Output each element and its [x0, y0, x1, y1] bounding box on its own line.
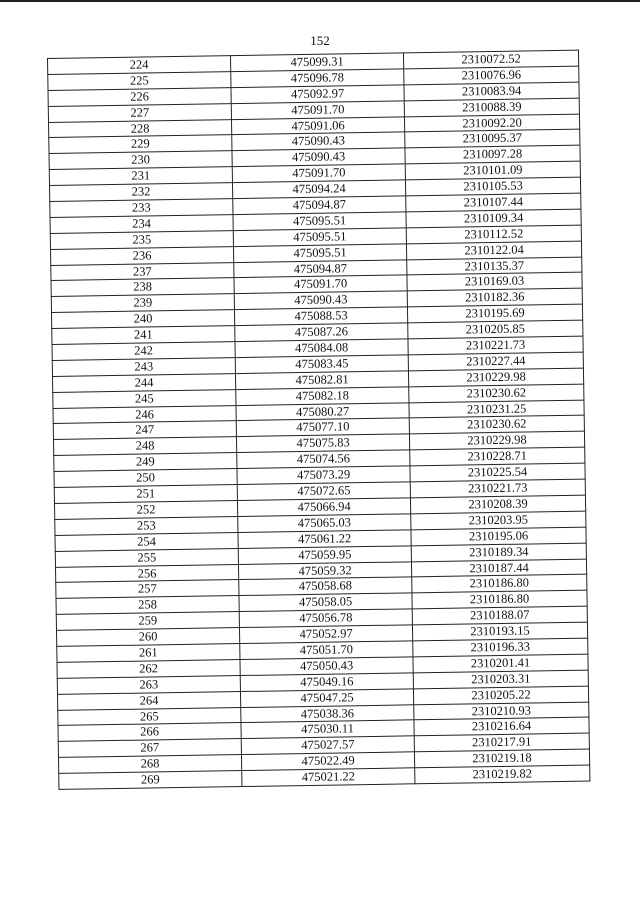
- x-coordinate-cell: 475052.97: [239, 625, 412, 644]
- x-coordinate-cell: 475066.94: [237, 498, 410, 517]
- point-number-cell: 251: [54, 485, 237, 504]
- x-coordinate-cell: 475077.10: [236, 418, 409, 437]
- point-number-cell: 235: [50, 230, 233, 249]
- y-coordinate-cell: 2310216.64: [414, 717, 589, 736]
- point-number-cell: 232: [50, 183, 233, 202]
- point-number-cell: 264: [57, 691, 240, 710]
- y-coordinate-cell: 2310195.69: [407, 304, 582, 323]
- point-number-cell: 254: [55, 532, 238, 551]
- y-coordinate-cell: 2310201.41: [413, 654, 588, 673]
- point-number-cell: 243: [52, 358, 235, 377]
- y-coordinate-cell: 2310195.06: [411, 527, 586, 546]
- x-coordinate-cell: 475091.70: [231, 101, 404, 120]
- y-coordinate-cell: 2310122.04: [406, 241, 581, 260]
- y-coordinate-cell: 2310109.34: [406, 209, 581, 228]
- point-number-cell: 258: [56, 596, 239, 615]
- point-number-cell: 239: [51, 294, 234, 313]
- y-coordinate-cell: 2310188.07: [412, 606, 587, 625]
- point-number-cell: 267: [58, 739, 241, 758]
- point-number-cell: 265: [58, 707, 241, 726]
- y-coordinate-cell: 2310088.39: [404, 98, 579, 117]
- y-coordinate-cell: 2310230.62: [409, 416, 584, 435]
- point-number-cell: 248: [53, 437, 236, 456]
- x-coordinate-cell: 475074.56: [237, 450, 410, 469]
- x-coordinate-cell: 475090.43: [232, 132, 405, 151]
- x-coordinate-cell: 475091.70: [234, 275, 407, 294]
- point-number-cell: 237: [51, 262, 234, 281]
- point-number-cell: 262: [57, 659, 240, 678]
- point-number-cell: 240: [52, 310, 235, 329]
- y-coordinate-cell: 2310228.71: [410, 447, 585, 466]
- point-number-cell: 255: [55, 548, 238, 567]
- x-coordinate-cell: 475082.81: [235, 371, 408, 390]
- x-coordinate-cell: 475090.43: [232, 148, 405, 167]
- y-coordinate-cell: 2310083.94: [404, 82, 579, 101]
- point-number-cell: 244: [52, 373, 235, 392]
- x-coordinate-cell: 475072.65: [237, 482, 410, 501]
- point-number-cell: 268: [58, 755, 241, 774]
- y-coordinate-cell: 2310203.95: [411, 511, 586, 530]
- y-coordinate-cell: 2310112.52: [406, 225, 581, 244]
- point-number-cell: 266: [58, 723, 241, 742]
- y-coordinate-cell: 2310107.44: [406, 193, 581, 212]
- y-coordinate-cell: 2310097.28: [405, 145, 580, 164]
- point-number-cell: 250: [54, 469, 237, 488]
- x-coordinate-cell: 475075.83: [236, 434, 409, 453]
- x-coordinate-cell: 475059.32: [238, 561, 411, 580]
- y-coordinate-cell: 2310193.15: [412, 622, 587, 641]
- x-coordinate-cell: 475073.29: [237, 466, 410, 485]
- point-number-cell: 231: [49, 167, 232, 186]
- point-number-cell: 257: [56, 580, 239, 599]
- point-number-cell: 256: [55, 564, 238, 583]
- y-coordinate-cell: 2310203.31: [413, 670, 588, 689]
- x-coordinate-cell: 475095.51: [233, 212, 406, 231]
- point-number-cell: 228: [49, 119, 232, 138]
- y-coordinate-cell: 2310219.82: [415, 765, 590, 784]
- x-coordinate-cell: 475090.43: [234, 291, 407, 310]
- coordinates-table: [47, 50, 590, 790]
- x-coordinate-cell: 475087.26: [235, 323, 408, 342]
- y-coordinate-cell: 2310227.44: [408, 352, 583, 371]
- x-coordinate-cell: 475049.16: [240, 673, 413, 692]
- y-coordinate-cell: 2310217.91: [414, 733, 589, 752]
- y-coordinate-cell: 2310072.52: [403, 50, 578, 69]
- y-coordinate-cell: 2310101.09: [405, 161, 580, 180]
- x-coordinate-cell: 475058.68: [239, 577, 412, 596]
- x-coordinate-cell: 475058.05: [239, 593, 412, 612]
- x-coordinate-cell: 475059.95: [238, 545, 411, 564]
- x-coordinate-cell: 475094.24: [232, 180, 405, 199]
- y-coordinate-cell: 2310169.03: [407, 273, 582, 292]
- y-coordinate-cell: 2310210.93: [414, 702, 589, 721]
- x-coordinate-cell: 475051.70: [240, 641, 413, 660]
- x-coordinate-cell: 475092.97: [231, 85, 404, 104]
- point-number-cell: 249: [54, 453, 237, 472]
- point-number-cell: 238: [51, 278, 234, 297]
- x-coordinate-cell: 475084.08: [235, 339, 408, 358]
- y-coordinate-cell: 2310186.80: [412, 590, 587, 609]
- y-coordinate-cell: 2310186.80: [412, 574, 587, 593]
- x-coordinate-cell: 475061.22: [238, 530, 411, 549]
- x-coordinate-cell: 475094.87: [234, 259, 407, 278]
- x-coordinate-cell: 475094.87: [233, 196, 406, 215]
- y-coordinate-cell: 2310105.53: [405, 177, 580, 196]
- point-number-cell: 247: [53, 421, 236, 440]
- x-coordinate-cell: 475022.49: [241, 752, 414, 771]
- top-border-line: [0, 0, 640, 2]
- x-coordinate-cell: 475047.25: [240, 688, 413, 707]
- y-coordinate-cell: 2310229.98: [408, 368, 583, 387]
- y-coordinate-cell: 2310225.54: [410, 463, 585, 482]
- x-coordinate-cell: 475099.31: [230, 53, 403, 72]
- point-number-cell: 252: [54, 501, 237, 520]
- point-number-cell: 245: [53, 389, 236, 408]
- y-coordinate-cell: 2310229.98: [409, 431, 584, 450]
- point-number-cell: 229: [49, 135, 232, 154]
- x-coordinate-cell: 475038.36: [241, 704, 414, 723]
- y-coordinate-cell: 2310135.37: [407, 257, 582, 276]
- x-coordinate-cell: 475027.57: [241, 736, 414, 755]
- x-coordinate-cell: 475091.70: [232, 164, 405, 183]
- x-coordinate-cell: 475095.51: [233, 244, 406, 263]
- y-coordinate-cell: 2310221.73: [410, 479, 585, 498]
- x-coordinate-cell: 475091.06: [231, 116, 404, 135]
- x-coordinate-cell: 475095.51: [233, 228, 406, 247]
- x-coordinate-cell: 475082.18: [236, 387, 409, 406]
- y-coordinate-cell: 2310095.37: [405, 130, 580, 149]
- y-coordinate-cell: 2310219.18: [414, 749, 589, 768]
- y-coordinate-cell: 2310182.36: [407, 288, 582, 307]
- point-number-cell: 263: [57, 675, 240, 694]
- y-coordinate-cell: 2310189.34: [411, 543, 586, 562]
- point-number-cell: 253: [55, 516, 238, 535]
- point-number-cell: 225: [48, 72, 231, 91]
- x-coordinate-cell: 475096.78: [231, 69, 404, 88]
- x-coordinate-cell: 475080.27: [236, 402, 409, 421]
- y-coordinate-cell: 2310076.96: [404, 66, 579, 85]
- point-number-cell: 269: [59, 771, 242, 790]
- x-coordinate-cell: 475083.45: [235, 355, 408, 374]
- point-number-cell: 242: [52, 342, 235, 361]
- page-number: 152: [310, 33, 330, 48]
- y-coordinate-cell: 2310221.73: [408, 336, 583, 355]
- point-number-cell: 261: [57, 643, 240, 662]
- x-coordinate-cell: 475088.53: [234, 307, 407, 326]
- x-coordinate-cell: 475050.43: [240, 657, 413, 676]
- y-coordinate-cell: 2310187.44: [411, 559, 586, 578]
- point-number-cell: 227: [48, 103, 231, 122]
- y-coordinate-cell: 2310205.22: [413, 686, 588, 705]
- point-number-cell: 230: [49, 151, 232, 170]
- point-number-cell: 234: [50, 215, 233, 234]
- point-number-cell: 226: [48, 87, 231, 106]
- y-coordinate-cell: 2310230.62: [409, 384, 584, 403]
- point-number-cell: 233: [50, 199, 233, 218]
- y-coordinate-cell: 2310092.20: [404, 114, 579, 133]
- point-number-cell: 236: [51, 246, 234, 265]
- coordinates-table-body: [48, 50, 590, 789]
- y-coordinate-cell: 2310196.33: [413, 638, 588, 657]
- x-coordinate-cell: 475056.78: [239, 609, 412, 628]
- point-number-cell: 241: [52, 326, 235, 345]
- x-coordinate-cell: 475021.22: [242, 768, 415, 787]
- point-number-cell: 259: [56, 612, 239, 631]
- point-number-cell: 246: [53, 405, 236, 424]
- y-coordinate-cell: 2310231.25: [409, 400, 584, 419]
- point-number-cell: 224: [48, 56, 231, 75]
- x-coordinate-cell: 475065.03: [238, 514, 411, 533]
- y-coordinate-cell: 2310205.85: [408, 320, 583, 339]
- y-coordinate-cell: 2310208.39: [410, 495, 585, 514]
- x-coordinate-cell: 475030.11: [241, 720, 414, 739]
- point-number-cell: 260: [56, 628, 239, 647]
